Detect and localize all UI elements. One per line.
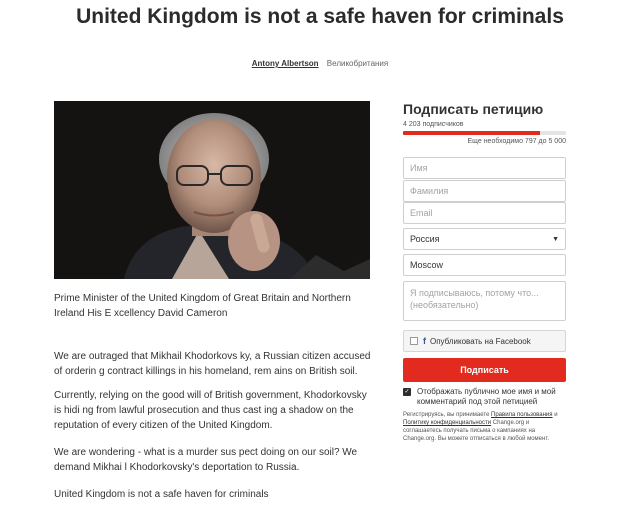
caret-down-icon: ▼ (552, 235, 559, 243)
legal-text: Регистрируясь, вы принимаете (403, 412, 492, 418)
author-link[interactable]: Antony Albertson (251, 59, 319, 68)
petition-title: United Kingdom is not a safe haven for criminals (76, 5, 564, 28)
signature-progress-fill (403, 131, 540, 135)
terms-link[interactable]: Правила пользования (491, 412, 553, 418)
checkmark-icon[interactable]: ✓ (404, 389, 410, 395)
public-display-option[interactable] (403, 387, 566, 407)
facebook-share-option[interactable] (403, 330, 566, 352)
sign-submit-button[interactable]: Подписать (403, 358, 566, 382)
email-input[interactable] (403, 202, 566, 224)
city-input[interactable] (403, 254, 566, 276)
legal-text: Change.org и соглашаетесь получать письма о кампаниях на Change.org. Вы можете отписаться в любой момент. (403, 420, 550, 442)
body-paragraph: Currently, relying on the good will of British government, Khodorkovsky is hidi ng from lawful prosecution and thus cast ing a shadow on the reputation of every citizen of the United Kingdom. (54, 390, 367, 431)
facebook-label: Опубликовать на Facebook (430, 336, 531, 346)
signature-count: 4 203 подписчиков (403, 121, 464, 128)
petition-photo (54, 101, 370, 279)
last-name-input[interactable] (403, 180, 566, 202)
signatures-needed: Еще необходимо 797 до 5 000 (467, 138, 566, 145)
portrait-illustration (54, 101, 370, 279)
legal-text: и (552, 412, 558, 418)
facebook-icon: f (423, 336, 426, 346)
body-paragraph: United Kingdom is not a safe haven for criminals (54, 489, 269, 500)
legal-notice (403, 411, 566, 443)
first-name-input[interactable] (403, 157, 566, 179)
body-paragraph: We are outraged that Mikhail Khodorkovs ky, a Russian citizen accused of orderin g contract killings in his homeland, rem ains on British soil. (54, 351, 371, 377)
reason-textarea[interactable] (403, 281, 566, 321)
country-value: Россия (410, 234, 440, 244)
signature-progress-bar (403, 131, 566, 135)
photo-caption: Prime Minister of the United Kingdom of Great Britain and Northern Ireland His E xcellency David Cameron (54, 293, 351, 319)
body-paragraph: We are wondering - what is a murder sus pect doing on our soil? We demand Mikhai l Khodorkovsky's deportation to Russia. (54, 447, 358, 473)
country-select[interactable] (403, 228, 566, 250)
privacy-link[interactable]: Политику конфиденциальности (403, 420, 492, 426)
author-location: Великобритания (326, 59, 389, 68)
sign-heading: Подписать петицию (403, 101, 544, 117)
facebook-checkbox[interactable] (410, 337, 418, 345)
public-display-label: Отображать публично мое имя и мой комментарий под этой петицией (417, 387, 556, 406)
sign-panel (403, 100, 566, 145)
author-line (0, 59, 640, 68)
